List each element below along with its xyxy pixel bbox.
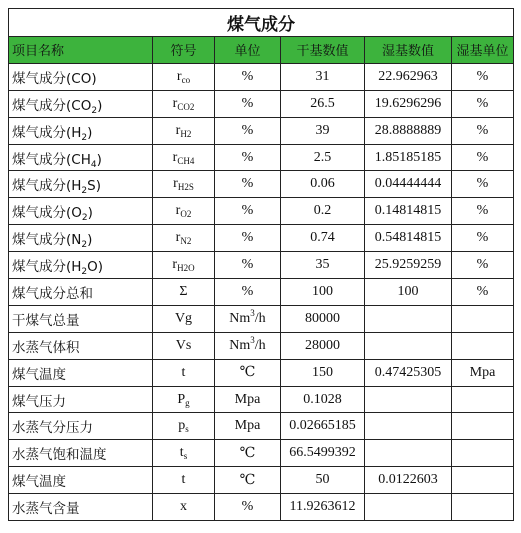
cell-item-name[interactable] [9, 467, 153, 494]
table-row [9, 386, 514, 413]
cell-item-name[interactable] [9, 171, 153, 198]
item-name-text: 煤气成分(CO [12, 97, 92, 114]
symbol-text: r [172, 149, 178, 165]
item-name-end: ) [97, 97, 103, 114]
item-name-text: 水蒸气分压力 [12, 420, 93, 437]
cell-symbol[interactable] [153, 171, 215, 198]
cell-wet-unit[interactable]: % [452, 90, 514, 117]
table-row [9, 279, 514, 306]
cell-dry-value[interactable]: 0.02665185 [281, 413, 365, 440]
unit-text: ℃ [239, 472, 256, 488]
cell-item-name[interactable] [9, 63, 153, 90]
cell-symbol[interactable] [153, 252, 215, 279]
cell-dry-value[interactable]: 0.2 [281, 198, 365, 225]
item-name-text: 煤气压力 [12, 393, 66, 410]
item-name-subscript: 2 [81, 132, 88, 143]
unit-text: % [241, 283, 254, 299]
cell-wet-unit[interactable]: % [452, 225, 514, 252]
table-row [9, 63, 514, 90]
unit-superscript: 3 [250, 334, 255, 345]
table-row [9, 90, 514, 117]
unit-text: % [241, 149, 254, 165]
cell-wet-unit[interactable] [452, 413, 514, 440]
item-name-subscript: 2 [81, 240, 88, 251]
cell-unit[interactable] [215, 198, 281, 225]
item-name-text: 煤气成分(H [12, 178, 82, 195]
spreadsheet [8, 8, 514, 521]
unit-text: % [241, 68, 254, 84]
cell-dry-value[interactable]: 35 [281, 252, 365, 279]
symbol-text: t [179, 445, 184, 461]
symbol-text: P [177, 391, 186, 407]
table-row [9, 305, 514, 332]
item-name-end: ) [87, 124, 93, 141]
unit-superscript: 3 [250, 307, 255, 318]
table-row [9, 198, 514, 225]
cell-unit[interactable] [215, 117, 281, 144]
cell-wet-value[interactable]: 0.0122603 [365, 467, 452, 494]
cell-wet-value[interactable]: 0.54814815 [365, 225, 452, 252]
cell-wet-value[interactable] [365, 386, 452, 413]
unit-text: % [241, 122, 254, 138]
symbol-text: r [173, 176, 178, 192]
cell-unit[interactable] [215, 144, 281, 171]
symbol-subscript: co [181, 74, 191, 85]
unit-text: Nm [229, 337, 251, 353]
unit-end: /h [254, 337, 266, 353]
unit-text: ℃ [239, 445, 256, 461]
cell-unit[interactable] [215, 279, 281, 306]
cell-dry-value[interactable]: 0.1028 [281, 386, 365, 413]
item-name-subscript: 2 [91, 105, 98, 116]
cell-dry-value[interactable]: 39 [281, 117, 365, 144]
cell-item-name[interactable] [9, 305, 153, 332]
table-row [9, 413, 514, 440]
item-name-text: 水蒸气含量 [12, 501, 80, 518]
item-name-text: 煤气温度 [12, 366, 66, 383]
symbol-text: t [181, 364, 186, 380]
symbol-subscript: N2 [180, 236, 192, 247]
item-name-subscript: 2 [81, 267, 88, 278]
symbol-subscript: H2 [180, 128, 192, 139]
cell-wet-value[interactable] [365, 440, 452, 467]
cell-wet-unit[interactable]: % [452, 198, 514, 225]
gas-composition-table [8, 8, 514, 521]
item-name-subscript: 2 [81, 186, 88, 197]
cell-dry-value[interactable]: 100 [281, 279, 365, 306]
unit-text: % [241, 499, 254, 515]
symbol-text: t [181, 472, 186, 488]
cell-unit[interactable] [215, 494, 281, 521]
cell-symbol[interactable] [153, 279, 215, 306]
cell-symbol[interactable] [153, 467, 215, 494]
cell-unit[interactable] [215, 63, 281, 90]
cell-wet-value[interactable]: 1.85185185 [365, 144, 452, 171]
cell-wet-unit[interactable]: % [452, 63, 514, 90]
cell-wet-unit[interactable] [452, 467, 514, 494]
cell-wet-unit[interactable] [452, 440, 514, 467]
item-name-text: 煤气成分总和 [12, 285, 93, 302]
cell-symbol[interactable] [153, 63, 215, 90]
item-name-text: 水蒸气体积 [12, 339, 80, 356]
symbol-subscript: CO2 [177, 101, 195, 112]
item-name-text: 煤气成分(H [12, 259, 82, 276]
cell-item-name[interactable] [9, 198, 153, 225]
cell-wet-unit[interactable] [452, 305, 514, 332]
item-name-end: S) [87, 178, 101, 195]
symbol-subscript: O2 [180, 209, 192, 220]
symbol-subscript: g [185, 397, 190, 408]
header-row [9, 37, 514, 64]
item-name-end: ) [96, 151, 102, 168]
symbol-text: r [172, 95, 178, 111]
item-name-end: ) [87, 205, 93, 222]
cell-wet-value[interactable] [365, 494, 452, 521]
item-name-text: 煤气成分(CH [12, 151, 91, 168]
cell-item-name[interactable] [9, 413, 153, 440]
cell-symbol[interactable] [153, 225, 215, 252]
cell-unit[interactable] [215, 171, 281, 198]
cell-item-name[interactable] [9, 386, 153, 413]
header-cell-name[interactable]: 项目名称 [9, 37, 153, 64]
item-name-end: ) [87, 232, 93, 249]
item-name-text: 干煤气总量 [12, 312, 80, 329]
unit-text: Nm [229, 310, 251, 326]
cell-symbol[interactable] [153, 117, 215, 144]
symbol-text: Σ [179, 283, 188, 299]
cell-wet-value[interactable]: 0.47425305 [365, 359, 452, 386]
item-name-subscript: 4 [90, 159, 97, 170]
header-cell-symbol[interactable]: 符号 [153, 37, 215, 64]
item-name-end: O) [87, 259, 104, 276]
cell-symbol[interactable] [153, 144, 215, 171]
cell-wet-unit[interactable]: % [452, 117, 514, 144]
item-name-text: 煤气温度 [12, 474, 66, 491]
cell-item-name[interactable] [9, 90, 153, 117]
item-name-text: 煤气成分(H [12, 124, 82, 141]
cell-unit[interactable] [215, 359, 281, 386]
cell-unit[interactable] [215, 90, 281, 117]
cell-dry-value[interactable]: 31 [281, 63, 365, 90]
table-row [9, 440, 514, 467]
header-cell-wet-unit[interactable]: 湿基单位 [452, 37, 514, 64]
cell-wet-unit[interactable]: % [452, 171, 514, 198]
cell-wet-unit[interactable]: Mpa [452, 359, 514, 386]
cell-unit[interactable] [215, 332, 281, 359]
cell-unit[interactable] [215, 225, 281, 252]
cell-wet-value[interactable]: 19.6296296 [365, 90, 452, 117]
table-row [9, 332, 514, 359]
cell-dry-value[interactable]: 50 [281, 467, 365, 494]
cell-dry-value[interactable]: 2.5 [281, 144, 365, 171]
unit-text: % [241, 257, 254, 273]
symbol-text: r [175, 230, 181, 246]
cell-dry-value[interactable]: 150 [281, 359, 365, 386]
cell-item-name[interactable] [9, 494, 153, 521]
table-row [9, 171, 514, 198]
item-name-text: 煤气成分(CO) [12, 70, 97, 87]
cell-wet-value[interactable] [365, 305, 452, 332]
cell-symbol[interactable] [153, 494, 215, 521]
header-cell-wet[interactable]: 湿基数值 [365, 37, 452, 64]
cell-wet-value[interactable] [365, 332, 452, 359]
cell-item-name[interactable] [9, 144, 153, 171]
symbol-text: Vg [174, 310, 193, 326]
cell-unit[interactable] [215, 440, 281, 467]
cell-unit[interactable] [215, 467, 281, 494]
cell-wet-value[interactable]: 25.9259259 [365, 252, 452, 279]
cell-unit[interactable] [215, 252, 281, 279]
cell-dry-value[interactable]: 26.5 [281, 90, 365, 117]
symbol-text: r [175, 203, 181, 219]
table-row [9, 467, 514, 494]
symbol-text: Vs [175, 337, 192, 353]
cell-item-name[interactable] [9, 440, 153, 467]
cell-item-name[interactable] [9, 359, 153, 386]
symbol-subscript: H2O [177, 263, 195, 274]
cell-wet-unit[interactable] [452, 494, 514, 521]
cell-symbol[interactable] [153, 90, 215, 117]
cell-dry-value[interactable]: 0.74 [281, 225, 365, 252]
cell-dry-value[interactable]: 80000 [281, 305, 365, 332]
cell-item-name[interactable] [9, 117, 153, 144]
item-name-text: 水蒸气饱和温度 [12, 447, 107, 464]
cell-item-name[interactable] [9, 332, 153, 359]
cell-unit[interactable] [215, 386, 281, 413]
cell-symbol[interactable] [153, 332, 215, 359]
item-name-text: 煤气成分(O [12, 205, 82, 222]
unit-text: % [241, 95, 254, 111]
symbol-text: r [176, 68, 182, 84]
symbol-subscript: s [185, 424, 189, 435]
cell-item-name[interactable] [9, 225, 153, 252]
table-row [9, 144, 514, 171]
cell-symbol[interactable] [153, 359, 215, 386]
symbol-subscript: CH4 [177, 155, 195, 166]
cell-wet-unit[interactable] [452, 332, 514, 359]
table-row [9, 494, 514, 521]
cell-unit[interactable] [215, 305, 281, 332]
cell-wet-value[interactable]: 0.04444444 [365, 171, 452, 198]
unit-text: Mpa [234, 391, 261, 407]
cell-symbol[interactable] [153, 413, 215, 440]
table-title: 煤气成分 [9, 9, 514, 37]
header-cell-dry[interactable]: 干基数值 [281, 37, 365, 64]
cell-wet-value[interactable]: 22.962963 [365, 63, 452, 90]
cell-dry-value[interactable]: 66.5499392 [281, 440, 365, 467]
cell-wet-value[interactable]: 100 [365, 279, 452, 306]
table-row [9, 359, 514, 386]
cell-wet-value[interactable] [365, 413, 452, 440]
unit-text: ℃ [239, 365, 256, 381]
cell-item-name[interactable] [9, 279, 153, 306]
cell-wet-value[interactable]: 28.8888889 [365, 117, 452, 144]
unit-text: Mpa [234, 418, 261, 434]
table-row [9, 117, 514, 144]
cell-wet-unit[interactable]: % [452, 279, 514, 306]
item-name-subscript: 2 [81, 213, 88, 224]
cell-dry-value[interactable]: 28000 [281, 332, 365, 359]
cell-wet-unit[interactable]: % [452, 144, 514, 171]
symbol-text: x [180, 499, 187, 515]
cell-dry-value[interactable]: 0.06 [281, 171, 365, 198]
header-cell-unit[interactable]: 单位 [215, 37, 281, 64]
cell-dry-value[interactable]: 11.9263612 [281, 494, 365, 521]
table-row [9, 252, 514, 279]
table-row [9, 225, 514, 252]
cell-wet-unit[interactable]: % [452, 252, 514, 279]
item-name-text: 煤气成分(N [12, 232, 82, 249]
symbol-text: r [175, 122, 181, 138]
symbol-subscript: s [183, 451, 188, 462]
cell-symbol[interactable] [153, 386, 215, 413]
unit-text: % [241, 176, 254, 192]
cell-unit[interactable] [215, 413, 281, 440]
cell-item-name[interactable] [9, 252, 153, 279]
unit-text: % [241, 203, 254, 219]
unit-end: /h [254, 310, 266, 326]
cell-wet-unit[interactable] [452, 386, 514, 413]
symbol-text: p [178, 418, 186, 434]
cell-symbol[interactable] [153, 440, 215, 467]
symbol-subscript: H2S [177, 182, 194, 193]
cell-symbol[interactable] [153, 198, 215, 225]
unit-text: % [241, 230, 254, 246]
cell-wet-value[interactable]: 0.14814815 [365, 198, 452, 225]
cell-symbol[interactable] [153, 305, 215, 332]
symbol-text: r [172, 257, 178, 273]
